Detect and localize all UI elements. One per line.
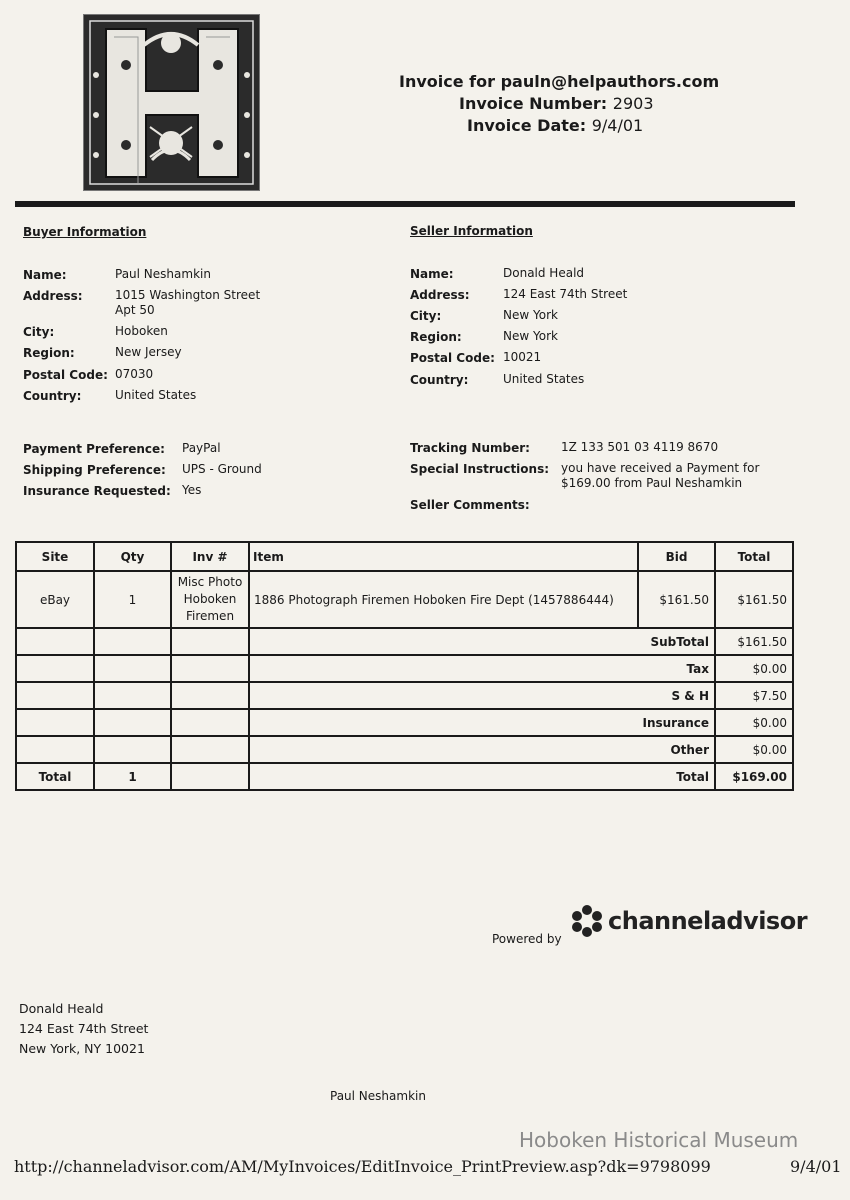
special-instructions-line1: you have received a Payment for xyxy=(561,461,760,475)
item-total: $161.50 xyxy=(715,571,793,628)
buyer-country: United States xyxy=(115,388,197,402)
summary-row-insurance xyxy=(16,709,793,736)
item-inv-line3: Firemen xyxy=(185,609,235,623)
col-bid: Bid xyxy=(638,542,715,571)
buyer-signature-name: Paul Neshamkin xyxy=(330,1089,426,1103)
item-bid: $161.50 xyxy=(638,571,715,628)
summary-row-subtotal xyxy=(16,628,793,655)
buyer-heading: Buyer Information xyxy=(23,225,147,239)
seller-region-label: Region: xyxy=(410,330,462,344)
buyer-postal: 07030 xyxy=(115,367,154,381)
footer-total-qty: 1 xyxy=(94,763,171,790)
header-divider xyxy=(15,201,795,207)
powered-by-label: Powered by xyxy=(492,932,562,946)
insurance-value: $0.00 xyxy=(715,709,793,736)
buyer-name-label: Name: xyxy=(23,268,67,282)
summary-row-tax xyxy=(16,655,793,682)
other-value: $0.00 xyxy=(715,736,793,763)
subtotal-value: $161.50 xyxy=(715,628,793,655)
seller-city: New York xyxy=(503,308,558,322)
special-instructions-line2: $169.00 from Paul Neshamkin xyxy=(561,476,743,490)
print-url: http://channeladvisor.com/AM/MyInvoices/EditInvoice_PrintPreview.asp?dk=9798099 xyxy=(14,1157,711,1176)
buyer-postal-label: Postal Code: xyxy=(23,368,108,382)
grand-total-label: Total xyxy=(249,763,715,790)
insurance-label: Insurance xyxy=(249,709,715,736)
seller-name-label: Name: xyxy=(410,267,454,281)
seller-country-label: Country: xyxy=(410,373,469,387)
summary-row-other xyxy=(16,736,793,763)
buyer-name: Paul Neshamkin xyxy=(115,267,211,281)
seller-postal: 10021 xyxy=(503,350,542,364)
item-inv xyxy=(171,571,249,628)
payment-preference-label: Payment Preference: xyxy=(23,442,165,456)
col-qty: Qty xyxy=(94,542,171,571)
invoice-date-value: 9/4/01 xyxy=(591,116,644,135)
seller-city-label: City: xyxy=(410,309,442,323)
buyer-country-label: Country: xyxy=(23,389,82,403)
footer-seller-city: New York, NY 10021 xyxy=(19,1041,145,1056)
invoice-number xyxy=(459,94,654,113)
seller-address-line1: 124 East 74th Street xyxy=(503,287,628,301)
seller-name: Donald Heald xyxy=(503,266,585,280)
shipping-preference-label: Shipping Preference: xyxy=(23,463,166,477)
col-inv: Inv # xyxy=(171,542,249,571)
table-row xyxy=(16,571,793,628)
special-instructions-label: Special Instructions: xyxy=(410,462,550,476)
museum-watermark: Hoboken Historical Museum xyxy=(519,1128,799,1152)
footer-total-label: Total xyxy=(16,763,94,790)
seller-address-label: Address: xyxy=(410,288,470,302)
invoice-date-label: Invoice Date: xyxy=(467,116,587,135)
item-site: eBay xyxy=(16,571,94,628)
buyer-address-line1: 1015 Washington Street xyxy=(115,288,261,302)
item-inv-line2: Hoboken xyxy=(183,592,237,606)
item-inv-line1: Misc Photo xyxy=(177,575,243,589)
table-header-row xyxy=(16,542,793,571)
item-qty: 1 xyxy=(94,571,171,628)
tax-label: Tax xyxy=(249,655,715,682)
illuminated-letter-h-icon xyxy=(83,14,260,191)
footer-seller-name: Donald Heald xyxy=(19,1001,104,1016)
summary-row-total xyxy=(16,763,793,790)
footer-seller-street: 124 East 74th Street xyxy=(19,1021,149,1036)
shipping-label: S & H xyxy=(249,682,715,709)
seller-region: New York xyxy=(503,329,558,343)
seller-comments-label: Seller Comments: xyxy=(410,498,530,512)
summary-row-shipping xyxy=(16,682,793,709)
other-label: Other xyxy=(249,736,715,763)
insurance-requested: Yes xyxy=(182,483,202,497)
invoice-for-label: Invoice for xyxy=(399,72,495,91)
invoice-number-value: 2903 xyxy=(612,94,654,113)
tracking-number: 1Z 133 501 03 4119 8670 xyxy=(561,440,719,454)
insurance-requested-label: Insurance Requested: xyxy=(23,484,171,498)
seller-heading: Seller Information xyxy=(410,224,533,238)
seller-country: United States xyxy=(503,372,585,386)
logo-graphic xyxy=(84,15,259,190)
tax-value: $0.00 xyxy=(715,655,793,682)
col-item: Item xyxy=(249,542,638,571)
grand-total-value: $169.00 xyxy=(715,763,793,790)
channeladvisor-logo xyxy=(570,904,807,938)
buyer-region-label: Region: xyxy=(23,346,75,360)
col-site: Site xyxy=(16,542,94,571)
buyer-address-label: Address: xyxy=(23,289,83,303)
tracking-number-label: Tracking Number: xyxy=(410,441,530,455)
shipping-preference: UPS - Ground xyxy=(182,462,262,476)
buyer-address-line2: Apt 50 xyxy=(115,303,155,317)
channeladvisor-brand: channeladvisor xyxy=(608,907,808,935)
item-description: 1886 Photograph Firemen Hoboken Fire Dept (1457886444) xyxy=(249,571,638,628)
invoice-for-email: pauln@helpauthors.com xyxy=(500,72,720,91)
print-date: 9/4/01 xyxy=(790,1157,842,1176)
buyer-city: Hoboken xyxy=(115,324,168,338)
invoice-for xyxy=(399,72,719,91)
col-total: Total xyxy=(715,542,793,571)
channeladvisor-logo-icon xyxy=(570,904,604,938)
seller-postal-label: Postal Code: xyxy=(410,351,495,365)
payment-preference: PayPal xyxy=(182,441,221,455)
invoice-items-table xyxy=(15,541,794,791)
shipping-value: $7.50 xyxy=(715,682,793,709)
invoice-date xyxy=(467,116,643,135)
buyer-city-label: City: xyxy=(23,325,55,339)
invoice-number-label: Invoice Number: xyxy=(459,94,608,113)
buyer-region: New Jersey xyxy=(115,345,182,359)
subtotal-label: SubTotal xyxy=(249,628,715,655)
